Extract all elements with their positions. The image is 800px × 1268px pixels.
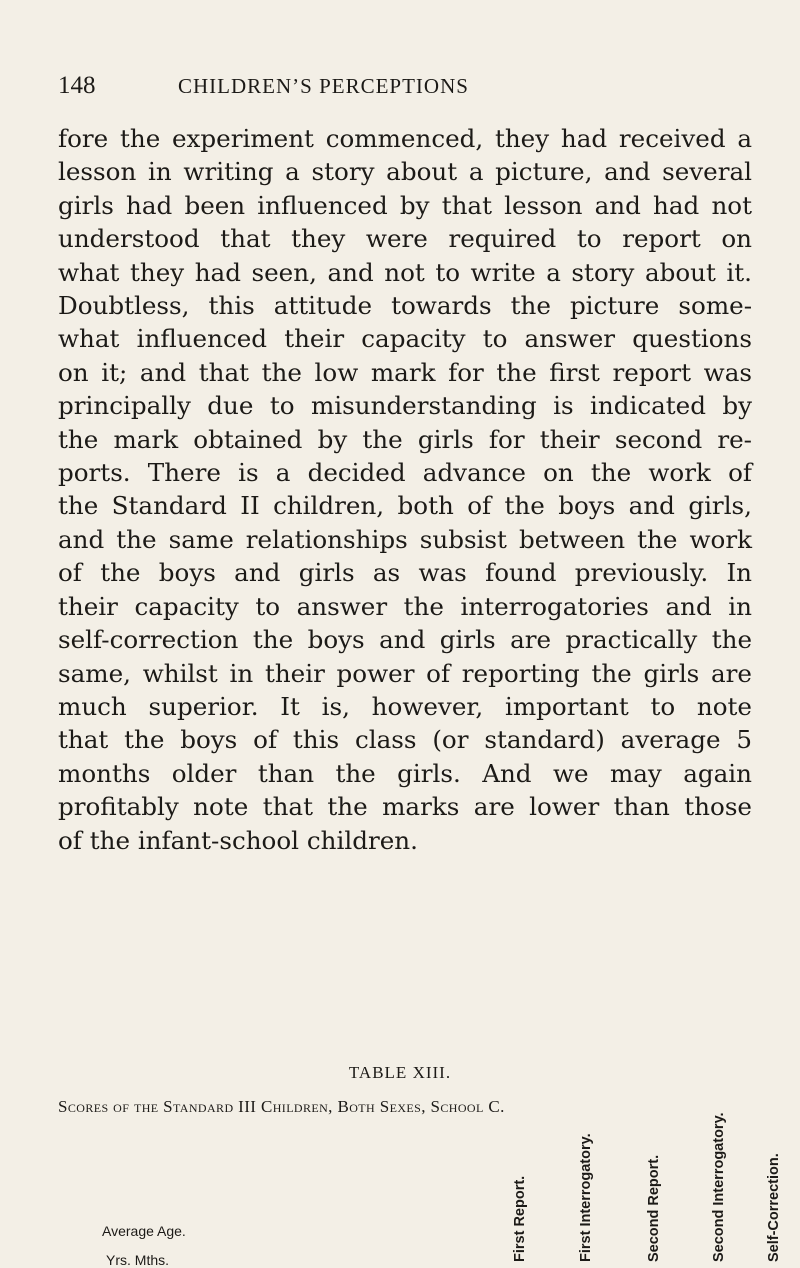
body-line: same, whilst in their power of reporting the girls are (58, 658, 752, 688)
column-header-label: Second Interrogatory. (711, 1112, 727, 1262)
body-line: of the infant-school children. (58, 825, 418, 855)
body-line: Doubtless, this attitude towards the picture some- (58, 291, 752, 321)
column-header-label: Self-Correction. (766, 1153, 782, 1262)
table-caption: Scores of the Standard III Children, Both Sexes, School C. (58, 1097, 505, 1116)
body-line: fore the experiment commenced, they had received a (58, 124, 752, 153)
column-header-label: Second Report. (646, 1154, 662, 1262)
body-line: principally due to misunderstanding is indicated by (58, 391, 752, 421)
body-line: the mark obtained by the girls for their second re- (58, 424, 752, 454)
page-header (58, 72, 748, 112)
running-head: CHILDREN’S PERCEPTIONS (178, 74, 469, 98)
average-age-header: Average Age. (102, 1223, 186, 1239)
column-header-first-interrogatory (566, 1127, 594, 1262)
body-line: on it; and that the low mark for the first report was (58, 357, 752, 387)
body-line: months older than the girls. And we may again (58, 758, 752, 788)
body-paragraph (58, 122, 752, 857)
body-line: and the same relationships subsist between the work (58, 524, 752, 554)
body-line: self-correction the boys and girls are practically the (58, 625, 752, 655)
body-line: ports. There is a decided advance on the work of (58, 458, 752, 488)
body-line: understood that they were required to report on (58, 224, 752, 254)
body-line: of the boys and girls as was found previously. In (58, 558, 752, 588)
page-number: 148 (58, 72, 96, 99)
body-line: that the boys of this class (or standard) average 5 (58, 725, 752, 755)
column-header-label: First Report. (512, 1175, 528, 1262)
body-line: much superior. It is, however, important to note (58, 691, 752, 721)
table-title: TABLE XIII. (348, 1063, 452, 1082)
column-header-second-interrogatory (699, 1112, 727, 1262)
age-units-header: Yrs. Mths. (106, 1252, 170, 1268)
column-header-second-report (634, 1127, 662, 1262)
body-line: girls had been influenced by that lesson and had not (58, 190, 752, 220)
column-header-first-report (500, 1127, 528, 1262)
body-line: their capacity to answer the interrogatories and in (58, 591, 752, 621)
column-header-self-correction (754, 1127, 782, 1262)
column-header-label: First Interrogatory. (578, 1133, 594, 1262)
body-line: lesson in writing a story about a picture, and several (58, 157, 752, 187)
body-line: the Standard II children, both of the boys and girls, (58, 491, 752, 521)
body-line: what influenced their capacity to answer questions (58, 324, 752, 354)
body-line: profitably note that the marks are lower than those (58, 792, 752, 822)
body-line: what they had seen, and not to write a story about it. (58, 257, 752, 287)
